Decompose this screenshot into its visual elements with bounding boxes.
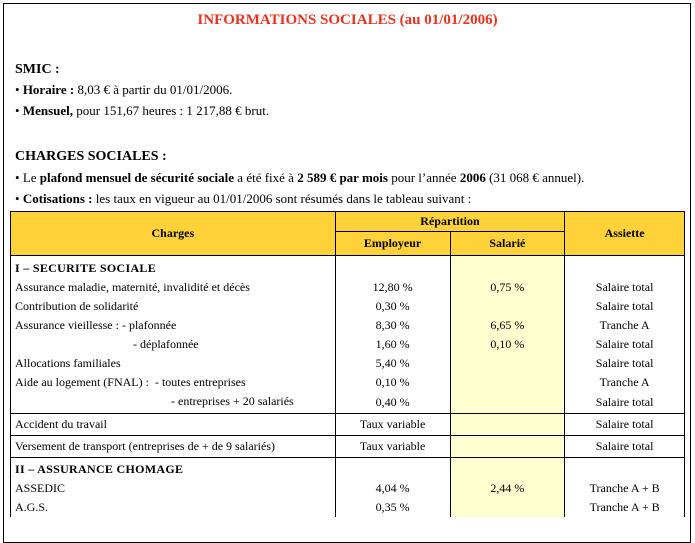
smic-heading: SMIC : bbox=[15, 62, 60, 77]
plafond-line: • Le plafond mensuel de sécurité sociale a été fixé à 2 589 € par mois pour l’année 2006 (31 068 € annuel). bbox=[15, 170, 585, 185]
header-employeur: Employeur bbox=[335, 232, 450, 256]
page-title: INFORMATIONS SOCIALES (au 01/01/2006) bbox=[197, 12, 498, 28]
table-row: - entreprises + 20 salariés 0,40 % Salaire total bbox=[11, 392, 685, 414]
table-row: - déplafonnée 1,60 % 0,10 % Salaire total bbox=[11, 335, 685, 354]
cotisations-table bbox=[10, 211, 685, 517]
smic-mensuel: • Mensuel, pour 151,67 heures : 1 217,88 € brut. bbox=[15, 103, 270, 118]
table-row: Aide au logement (FNAL) : - toutes entreprises 0,10 % Tranche A bbox=[11, 373, 685, 392]
table-row: Assurance maladie, maternité, invalidité et décès 12,80 % 0,75 % Salaire total bbox=[11, 278, 685, 297]
charges-heading: CHARGES SOCIALES : bbox=[15, 149, 167, 164]
table-row: Allocations familiales 5,40 % Salaire total bbox=[11, 354, 685, 373]
table-row: Assurance vieillesse : - plafonnée 8,30 % 6,65 % Tranche A bbox=[11, 316, 685, 335]
table-row: Contribution de solidarité 0,30 % Salaire total bbox=[11, 297, 685, 316]
table-header-row bbox=[11, 212, 685, 232]
section-title: II – ASSURANCE CHOMAGE bbox=[11, 458, 336, 480]
section-row bbox=[11, 458, 685, 480]
table-row: ASSEDIC 4,04 % 2,44 % Tranche A + B bbox=[11, 479, 685, 498]
header-salarie: Salarié bbox=[450, 232, 565, 256]
cotisations-line: • Cotisations : les taux en vigueur au 01/01/2006 sont résumés dans le tableau suivant : bbox=[15, 191, 472, 206]
section-title: I – SECURITE SOCIALE bbox=[11, 256, 336, 279]
table-row: Accident du travail Taux variable Salaire total bbox=[11, 414, 685, 436]
header-repartition: Répartition bbox=[335, 212, 565, 232]
header-charges: Charges bbox=[11, 212, 336, 256]
smic-horaire: • Horaire : 8,03 € à partir du 01/01/2006. bbox=[15, 82, 233, 97]
table-row: A.G.S. 0,35 % Tranche A + B bbox=[11, 498, 685, 517]
table-row: Versement de transport (entreprises de + de 9 salariés) Taux variable Salaire total bbox=[11, 436, 685, 458]
section-row bbox=[11, 256, 685, 279]
header-assiette: Assiette bbox=[565, 212, 685, 256]
